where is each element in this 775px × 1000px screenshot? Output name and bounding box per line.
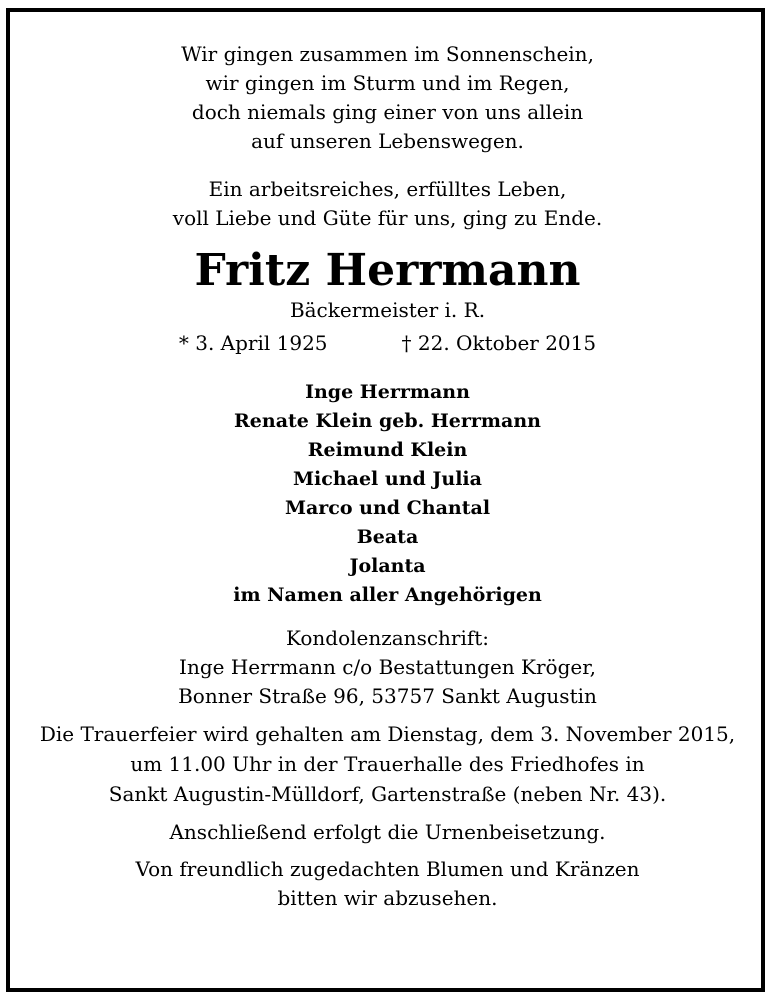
condolence-line: Kondolenzanschrift: bbox=[285, 626, 490, 650]
condolence-line: Bonner Straße 96, 53757 Sankt Augustin bbox=[178, 684, 597, 708]
funeral-ceremony-info bbox=[10, 719, 765, 809]
poem-line: auf unseren Lebenswegen. bbox=[251, 129, 524, 153]
survivor-name: Renate Klein geb. Herrmann bbox=[234, 410, 541, 432]
survivor-name: Michael und Julia bbox=[293, 468, 482, 490]
death-date: † 22. Oktober 2015 bbox=[401, 331, 597, 355]
tribute-line: Ein arbeitsreiches, erfülltes Leben, bbox=[208, 177, 567, 201]
survivors-list bbox=[10, 378, 765, 610]
urn-burial-note: Anschließend erfolgt die Urnenbeisetzung. bbox=[169, 820, 606, 844]
deceased-profession: Bäckermeister i. R. bbox=[289, 298, 486, 322]
obituary-notice bbox=[10, 40, 765, 913]
flowers-note bbox=[10, 855, 765, 913]
life-dates bbox=[10, 329, 765, 357]
poem-line: wir gingen im Sturm und im Regen, bbox=[205, 71, 570, 95]
flowers-line: Von freundlich zugedachten Blumen und Kränzen bbox=[135, 857, 640, 881]
survivor-name: Reimund Klein bbox=[307, 439, 468, 461]
poem-line: Wir gingen zusammen im Sonnenschein, bbox=[181, 42, 594, 66]
tribute-line: voll Liebe und Güte für uns, ging zu Ende. bbox=[172, 206, 603, 230]
survivor-name: Beata bbox=[356, 526, 419, 548]
ceremony-line: um 11.00 Uhr in der Trauerhalle des Friedhofes in bbox=[130, 752, 645, 776]
ceremony-line: Sankt Augustin-Mülldorf, Gartenstraße (neben Nr. 43). bbox=[108, 782, 667, 806]
flowers-line: bitten wir abzusehen. bbox=[277, 886, 498, 910]
birth-date: * 3. April 1925 bbox=[178, 331, 328, 355]
condolence-line: Inge Herrmann c/o Bestattungen Kröger, bbox=[179, 655, 596, 679]
deceased-name: Fritz Herrmann bbox=[194, 245, 581, 296]
tribute-text bbox=[10, 175, 765, 233]
poem-line: doch niemals ging einer von uns allein bbox=[191, 100, 584, 124]
survivor-name: Inge Herrmann bbox=[305, 381, 470, 403]
condolence-address bbox=[10, 624, 765, 711]
poem bbox=[10, 40, 765, 156]
survivor-name: im Namen aller Angehörigen bbox=[233, 584, 542, 606]
survivor-name: Jolanta bbox=[349, 555, 426, 577]
ceremony-line: Die Trauerfeier wird gehalten am Dienstag, dem 3. November 2015, bbox=[39, 722, 736, 746]
survivor-name: Marco und Chantal bbox=[284, 497, 491, 519]
